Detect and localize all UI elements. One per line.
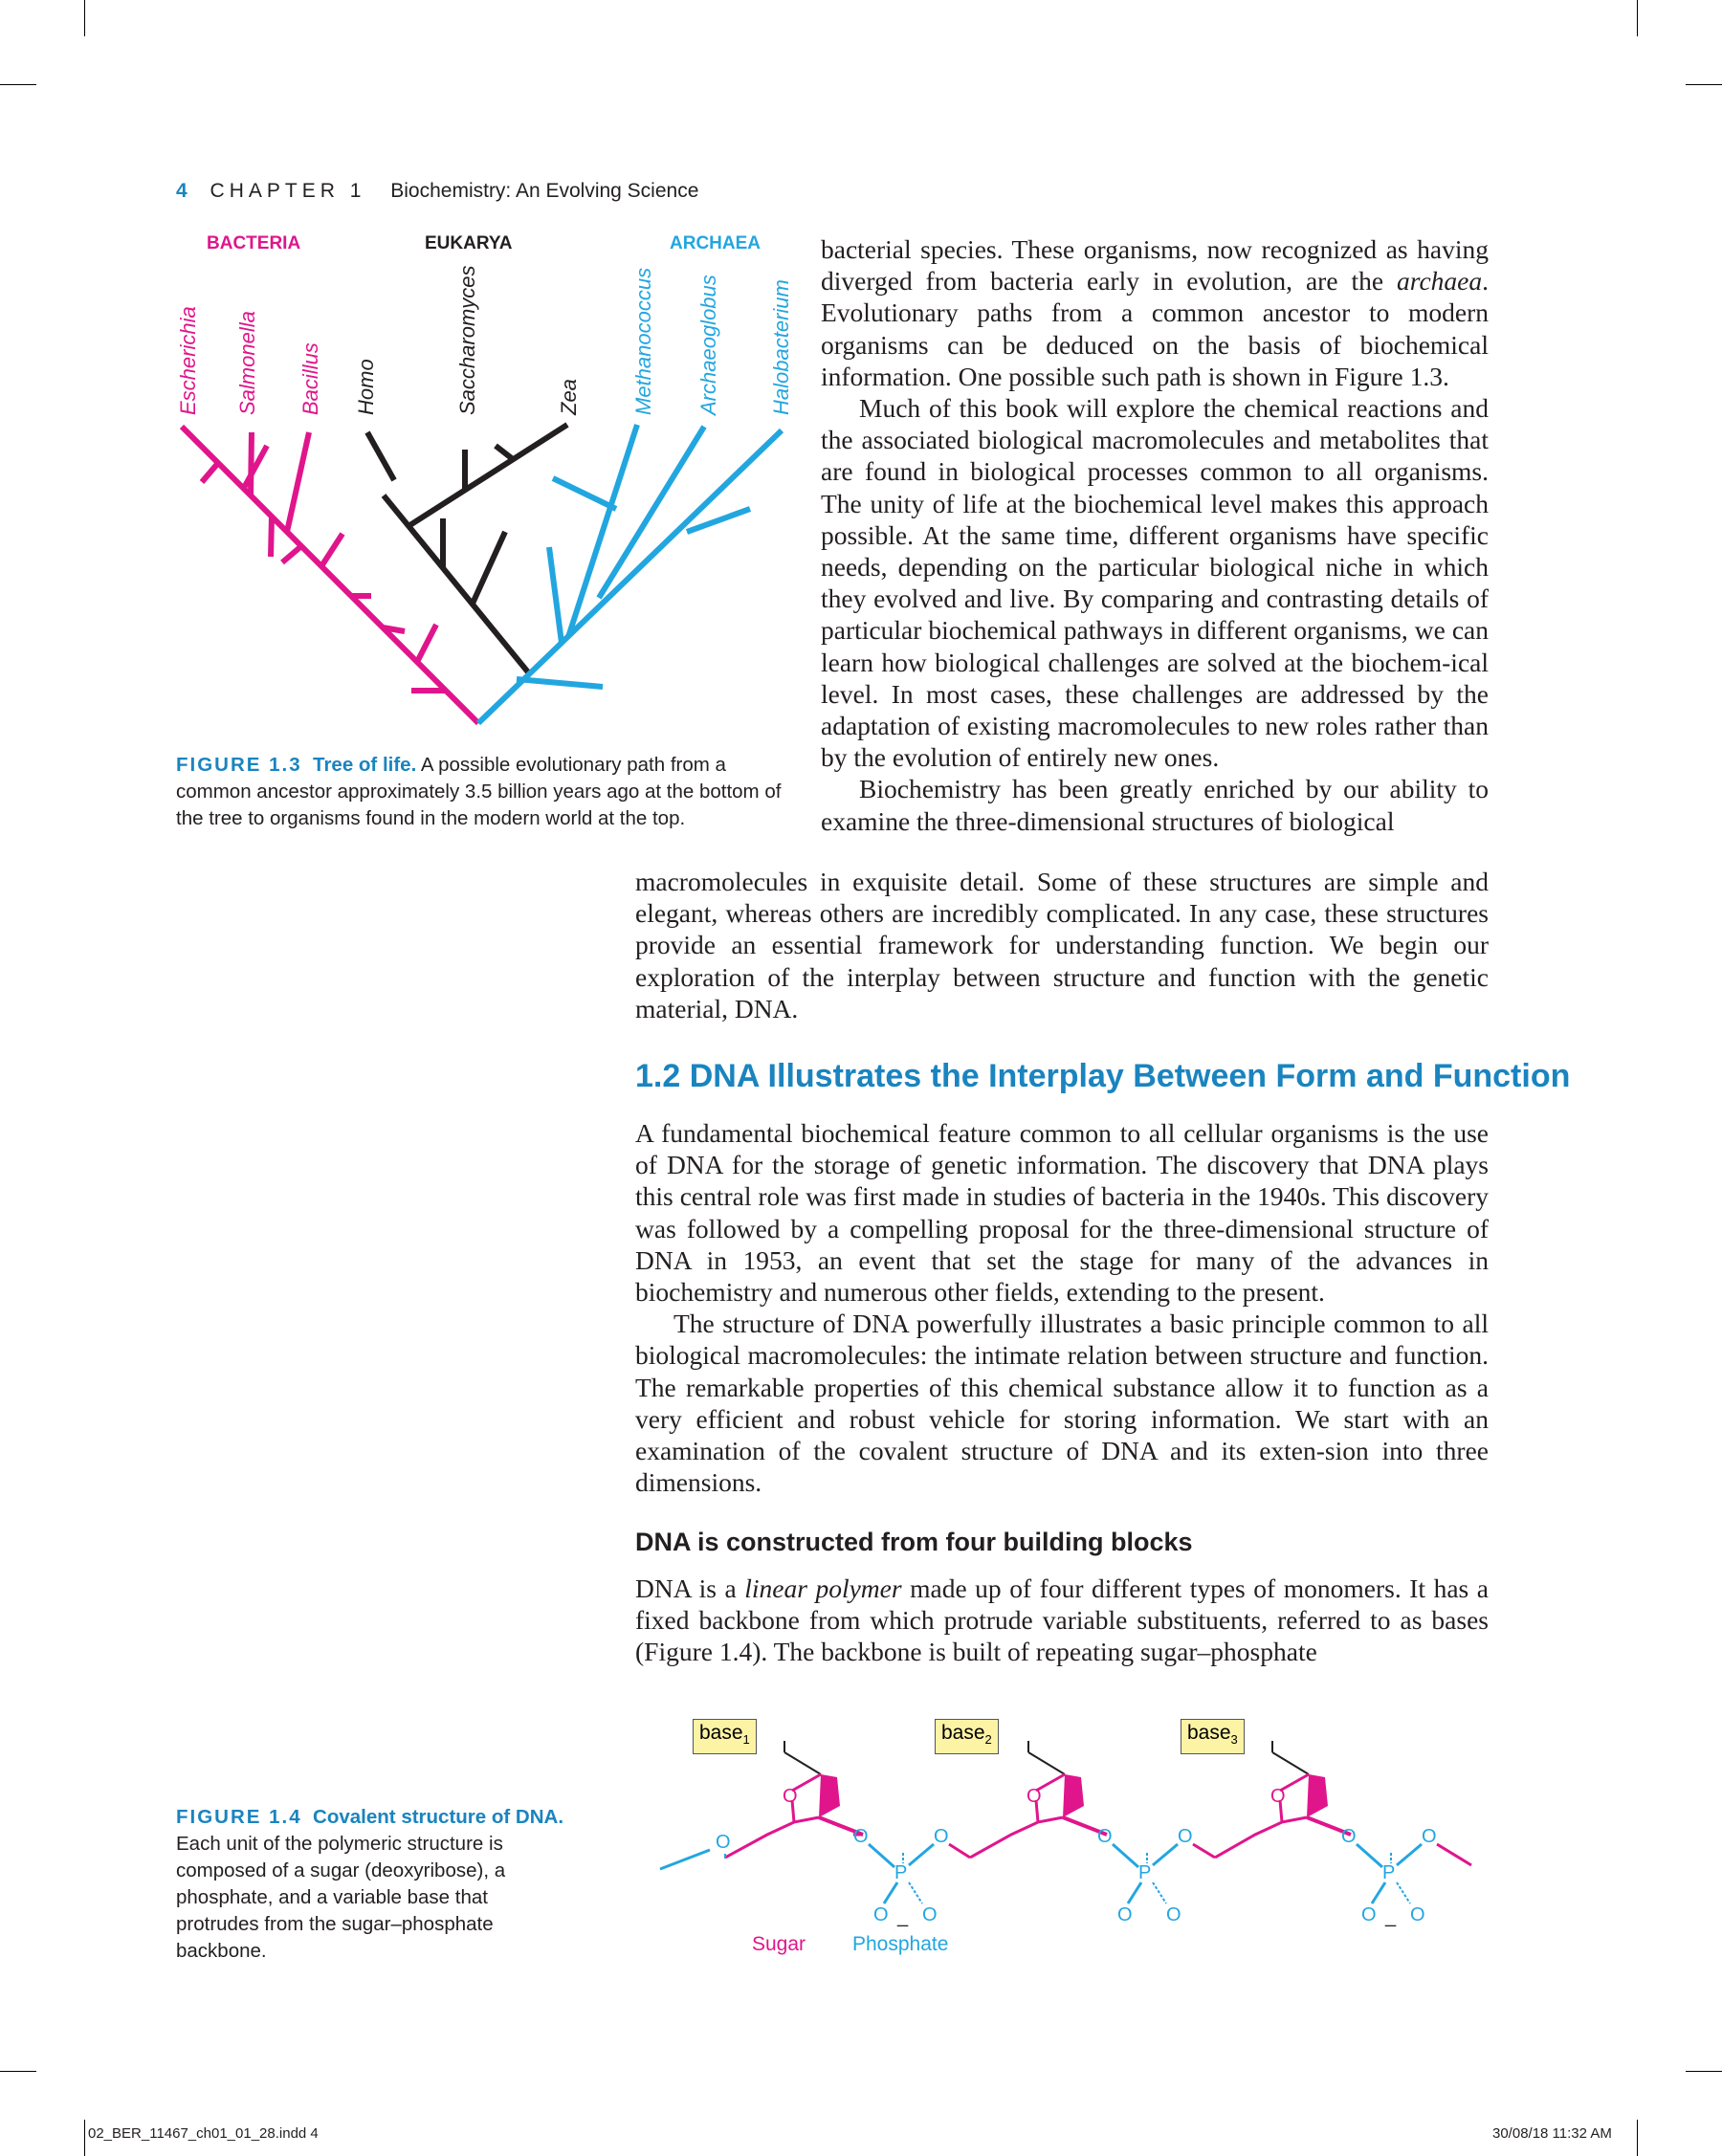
- section-body: [635, 1117, 1489, 1498]
- subsection-body: [635, 1573, 1489, 1668]
- caption-text: Each unit of the polymeric structure is composed of a sugar (deoxyribose), a phosphate, and a variable base that protrudes from the sugar–phosphate backbone.: [176, 1833, 506, 1962]
- species-label-zea: Zea: [557, 379, 581, 415]
- species-label-methanococcus: Methanococcus: [631, 267, 655, 415]
- atom-phosphorus: P: [894, 1862, 908, 1883]
- sugar-label: Sugar: [752, 1933, 806, 1955]
- paragraph: A fundamental biochemical feature common to all cellular organisms is the use of DNA for the storage of genetic information. The discovery that DNA plays this central role was first made in studies of bacteria in the 1940s. This discovery was followed by a compelling proposal for the three-dimensional structure of DNA in 1953, an event that set the stage for many of the advances in biochemistry and numerous other fields, extending to the present.: [635, 1118, 1489, 1308]
- page-number: 4: [176, 180, 188, 202]
- footer-date: 30/08/18 11:32 AM: [1492, 2125, 1612, 2142]
- chapter-label: CHAPTER 1: [210, 180, 366, 202]
- crop-mark: [1637, 2120, 1638, 2156]
- species-label-salmonella: Salmonella: [235, 311, 259, 415]
- figure-title: Covalent structure of DNA.: [313, 1806, 564, 1828]
- atom-phosphorus: P: [1138, 1862, 1152, 1883]
- crop-mark: [1686, 2071, 1722, 2072]
- paragraph: bacterial species. These organisms, now recognized as having diverged from bacteria early in evolution, are the archaea. Evolutionary paths from a common ancestor to modern organisms can be deduced on the basis of biochemical information. One possible such path is shown in Figure 1.3.: [821, 234, 1489, 391]
- atom-oxygen: O: [716, 1832, 731, 1853]
- phosphate-label: Phosphate: [852, 1933, 949, 1955]
- running-header: [176, 180, 698, 203]
- group-label-bacteria: BACTERIA: [207, 233, 301, 253]
- crop-mark: [0, 2071, 36, 2072]
- base-label: base$_1$: [693, 1719, 757, 1754]
- atom-oxygen: O: [853, 1826, 869, 1847]
- caption-text: A possible evolutionary path from a common ancestor approximately 3.5 billion years ago at the bottom of the tree to organisms found in the modern world at the top.: [176, 754, 782, 829]
- footer-file-slug: 02_BER_11467_ch01_01_28.indd 4: [88, 2125, 319, 2142]
- species-label-halobacterium: Halobacterium: [769, 279, 793, 415]
- atom-oxygen: O: [1097, 1826, 1113, 1847]
- nucleotide-unit: [970, 1741, 1215, 1925]
- atom-oxygen: O: [783, 1786, 798, 1807]
- crop-mark: [84, 2120, 85, 2156]
- paragraph: DNA is a linear polymer made up of four different types of monomers. It has a fixed backbone from which protrude variable substituents, referred to as bases (Figure 1.4). The backbone is built of repeating sugar–phosphate: [635, 1573, 1489, 1667]
- atom-oxygen: O: [1027, 1786, 1042, 1807]
- book-title: Biochemistry: An Evolving Science: [390, 180, 699, 202]
- section-heading: 1.2 DNA Illustrates the Interplay Between Form and Function: [635, 1058, 1571, 1094]
- group-label-eukarya: EUKARYA: [425, 233, 513, 253]
- species-label-bacillus: Bacillus: [298, 342, 322, 415]
- archaea-branches: [478, 425, 782, 723]
- crop-mark: [1686, 84, 1722, 85]
- figure-number: FIGURE 1.3: [176, 754, 302, 776]
- atom-oxygen: O: [1270, 1786, 1286, 1807]
- nucleotide-unit: [660, 1741, 970, 1927]
- figure-title: Tree of life.: [313, 754, 417, 776]
- paragraph: The structure of DNA powerfully illustrates a basic principle common to all biological macromolecules: the intimate relation between structure and function. The remarkable properties of this chemical substance allow it to function as a very efficient and robust vehicle for storing information. We start with an examination of the covalent structure of DNA and its exten-sion into three dimensions.: [635, 1309, 1489, 1498]
- group-label-archaea: ARCHAEA: [670, 233, 761, 253]
- species-label-escherichia: Escherichia: [176, 306, 200, 415]
- species-label-saccharomyces: Saccharomyces: [455, 265, 479, 415]
- text-wide-continued: [635, 866, 1489, 1024]
- paragraph: Much of this book will explore the chemical reactions and the associated biological macromolecules and metabolites that are found in biological processes common to all organisms. The unity of life at the biochemical level makes this approach possible. At the same time, different organisms have specific needs, depending on the particular biological niche in which they evolved and live. By comparing and contrasting details of particular biochemical pathways in different organisms, we can learn how biological challenges are solved at the biochem-ical level. In most cases, these challenges are addressed by the adaptation of existing macromolecules to new roles rather than by the evolution of entirely new ones.: [821, 393, 1489, 773]
- nucleotide-unit: [1215, 1741, 1471, 1927]
- species-label-archaeoglobus: Archaeoglobus: [696, 275, 720, 415]
- species-label-homo: Homo: [354, 359, 378, 415]
- atom-oxygen: O: [1117, 1904, 1133, 1925]
- base-label: base$_3$: [1181, 1719, 1245, 1754]
- atom-oxygen: O: [1178, 1826, 1193, 1847]
- crop-mark: [84, 0, 85, 36]
- atom-oxygen: O: [1361, 1904, 1377, 1925]
- figure-1-4-caption: [176, 1804, 568, 1965]
- charge: _: [897, 1906, 909, 1927]
- charge: _: [1385, 1906, 1397, 1927]
- text-column-upper: [821, 233, 1489, 837]
- atom-oxygen: O: [1341, 1826, 1357, 1847]
- paragraph: macromolecules in exquisite detail. Some of these structures are simple and elegant, whereas others are incredibly complicated. In any case, these structures provide an essential framework for understanding function. We begin our exploration of the interplay between structure and function with the genetic material, DNA.: [635, 867, 1489, 1023]
- eukarya-branches: [367, 425, 567, 673]
- atom-oxygen: O: [1410, 1904, 1425, 1925]
- atom-oxygen: O: [873, 1904, 889, 1925]
- bacteria-branches: [182, 427, 478, 723]
- figure-1-3-caption: [176, 752, 796, 832]
- dna-backbone-diagram: [651, 1712, 1512, 1951]
- paragraph: Biochemistry has been greatly enriched by our ability to examine the three-dimensional structures of biological: [821, 774, 1489, 836]
- tree-of-life-diagram: [0, 421, 823, 727]
- figure-number: FIGURE 1.4: [176, 1806, 302, 1828]
- atom-oxygen: O: [922, 1904, 938, 1925]
- atom-oxygen: O: [1422, 1826, 1437, 1847]
- crop-mark: [1637, 0, 1638, 36]
- atom-oxygen: O: [1166, 1904, 1181, 1925]
- base-label: base$_2$: [935, 1719, 999, 1754]
- crop-mark: [0, 84, 36, 85]
- atom-oxygen: O: [934, 1826, 949, 1847]
- subsection-heading: DNA is constructed from four building blocks: [635, 1528, 1193, 1556]
- atom-phosphorus: P: [1382, 1862, 1396, 1883]
